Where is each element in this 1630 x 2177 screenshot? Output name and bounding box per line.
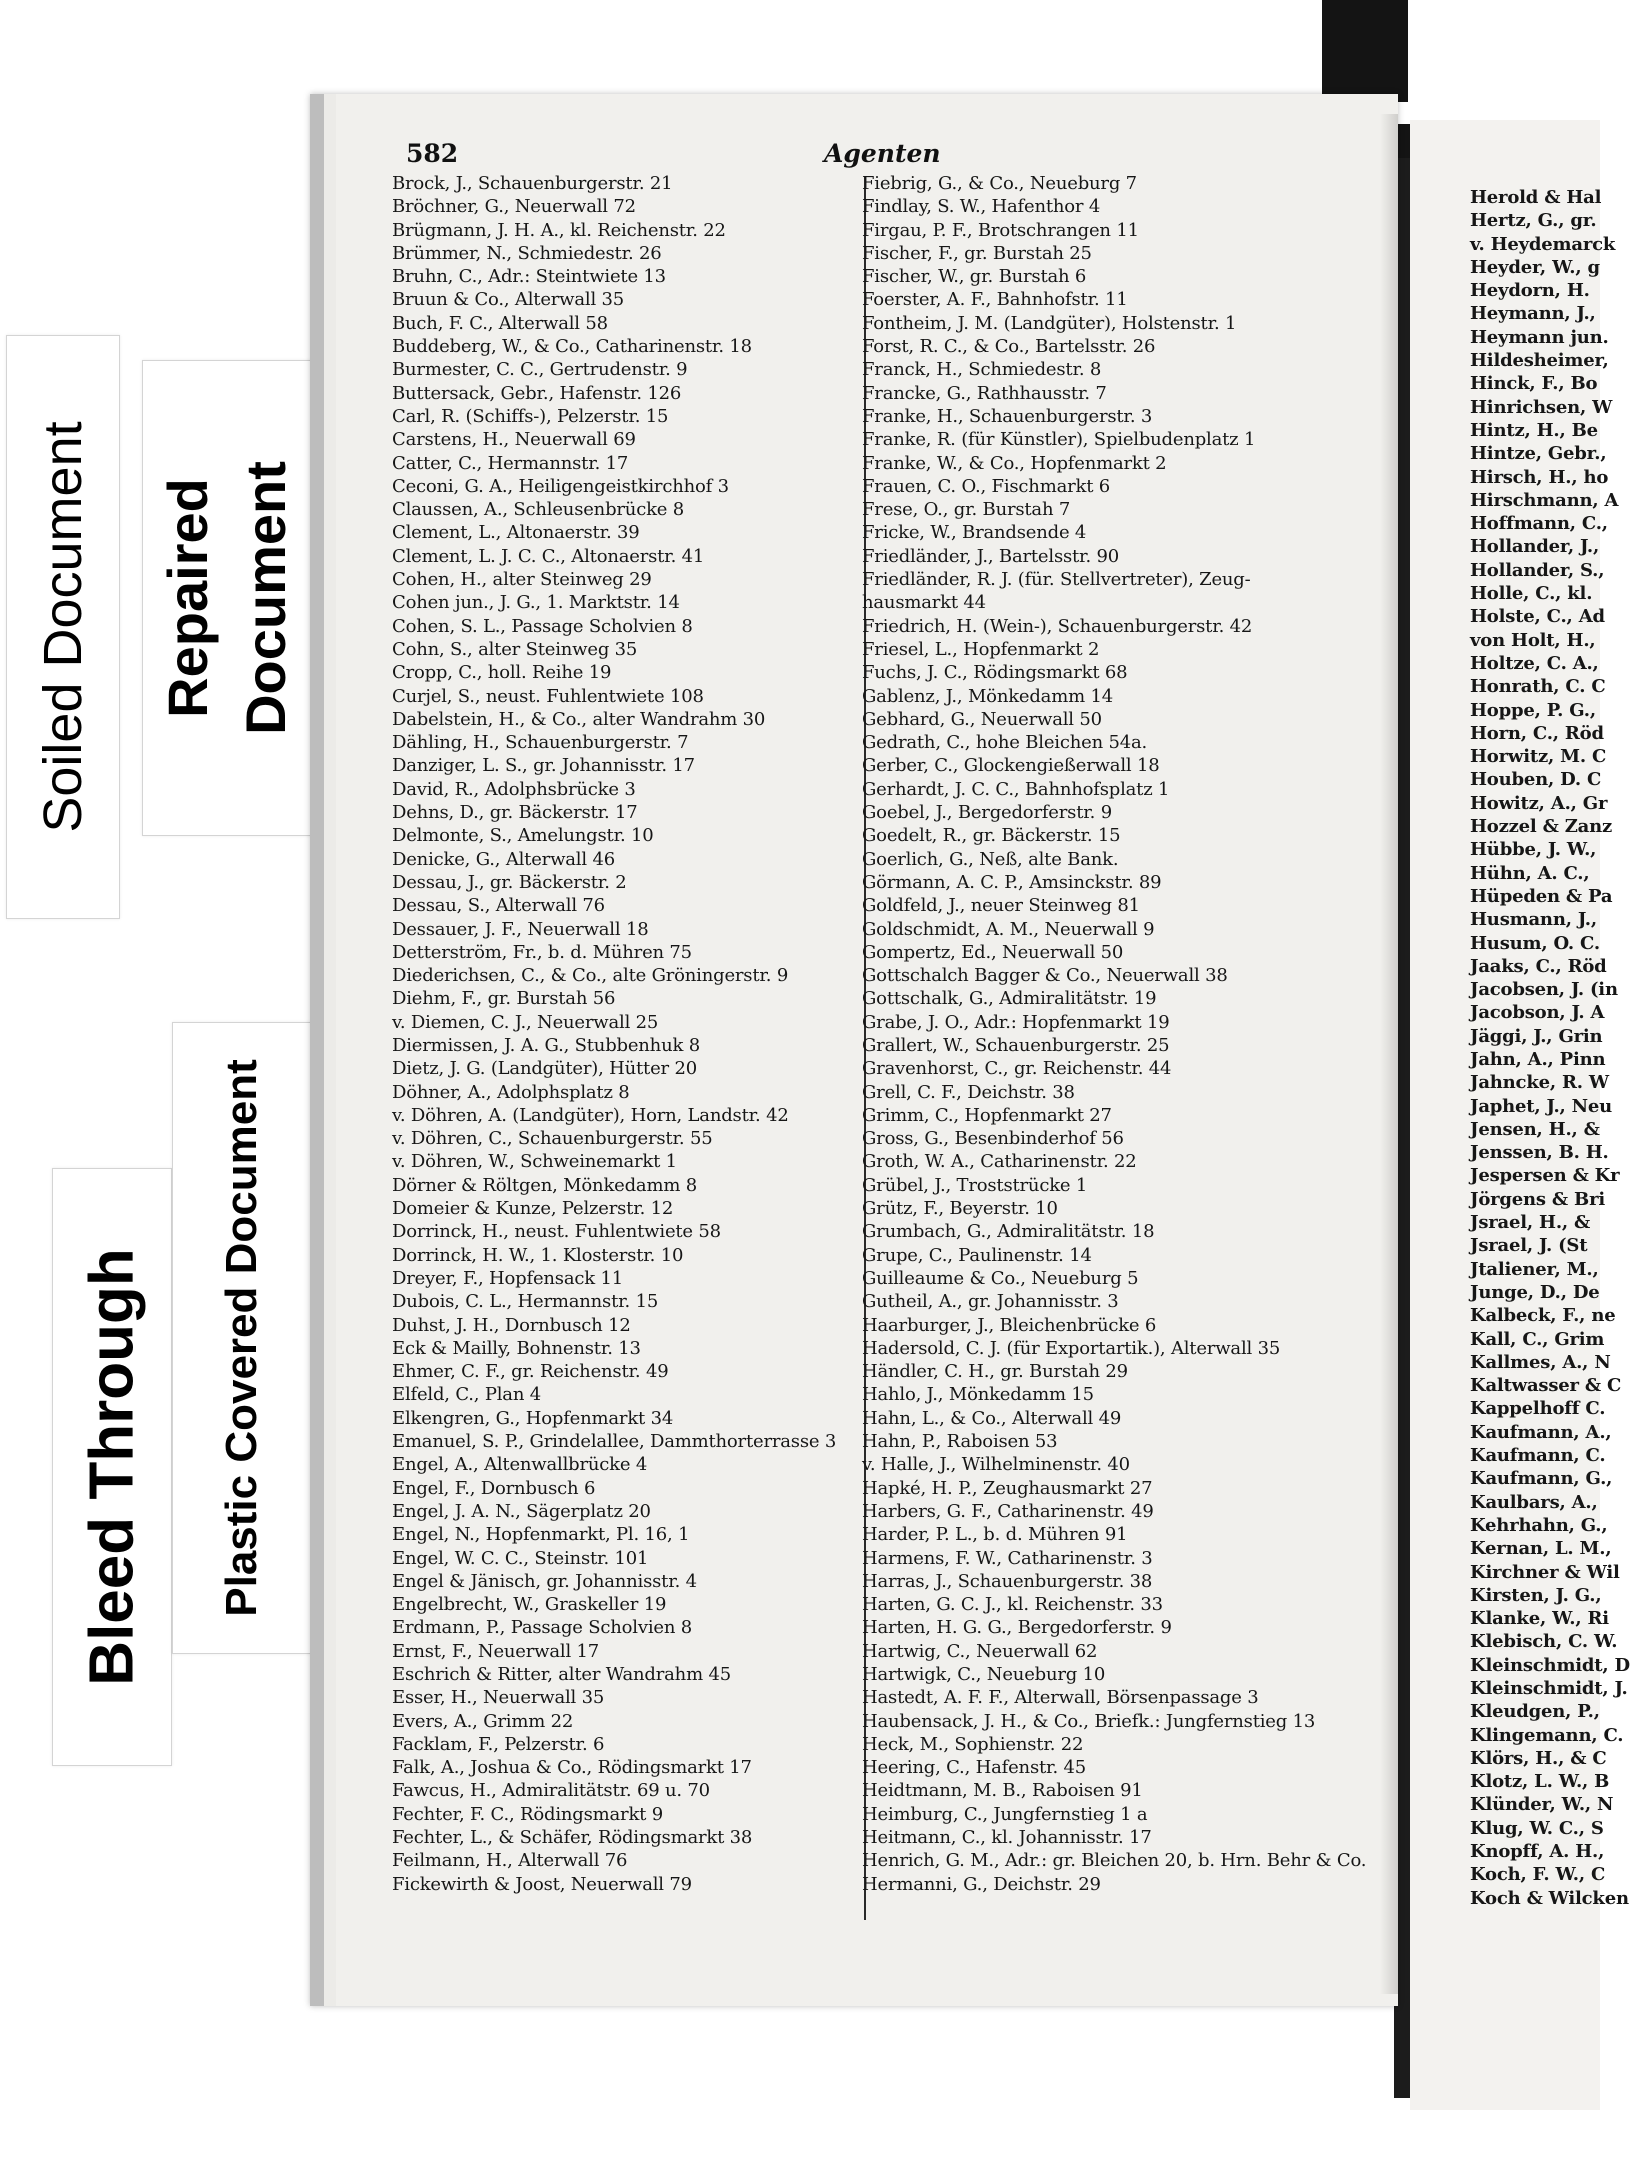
plastic-covered-label-card	[172, 1022, 312, 1654]
directory-entry: Fuchs, J. C., Rödingsmarkt 68	[862, 662, 1128, 684]
directory-entry: Forst, R. C., & Co., Bartelsstr. 26	[862, 336, 1156, 358]
dark-clip-top	[1322, 0, 1408, 102]
directory-entry: Goedelt, R., gr. Bäckerstr. 15	[862, 825, 1121, 847]
directory-entry: Jacobsen, J. (in	[1470, 979, 1618, 1001]
directory-entry: Gutheil, A., gr. Johannisstr. 3	[862, 1291, 1119, 1313]
directory-entry: v. Döhren, A. (Landgüter), Horn, Landstr. 42	[392, 1104, 789, 1126]
directory-entry: Jahncke, R. W	[1470, 1072, 1609, 1094]
directory-entry: Hübbe, J. W.,	[1470, 839, 1597, 861]
directory-entry: Carstens, H., Neuerwall 69	[392, 429, 636, 451]
directory-entry: Klanke, W., Ri	[1470, 1608, 1609, 1630]
directory-entry: v. Döhren, C., Schauenburgerstr. 55	[392, 1128, 713, 1150]
directory-entry: Heyder, W., g	[1470, 256, 1600, 278]
directory-entry: Kalbeck, F., ne	[1470, 1305, 1616, 1327]
directory-entry: Dubois, C. L., Hermannstr. 15	[392, 1291, 659, 1313]
directory-entry: Gottschalk, G., Admiralitätstr. 19	[862, 988, 1157, 1010]
directory-entry: Kirchner & Wil	[1470, 1561, 1620, 1583]
directory-entry: Horwitz, M. C	[1470, 746, 1607, 768]
directory-entry: Goldfeld, J., neuer Steinweg 81	[862, 895, 1140, 917]
soiled-document-label-card	[6, 335, 120, 919]
directory-entry: Friedländer, J., Bartelsstr. 90	[862, 545, 1120, 567]
directory-entry: Erdmann, P., Passage Scholvien 8	[392, 1617, 693, 1639]
directory-entry: Dessauer, J. F., Neuerwall 18	[392, 918, 649, 940]
directory-entry: Hollander, S.,	[1470, 559, 1605, 581]
directory-entry: Clement, L. J. C. C., Altonaerstr. 41	[392, 545, 705, 567]
directory-entry: Dehns, D., gr. Bäckerstr. 17	[392, 802, 638, 824]
repaired-label-line1: Repaired	[156, 478, 219, 718]
directory-entry: Franke, W., & Co., Hopfenmarkt 2	[862, 452, 1167, 474]
directory-entry: Dörner & Röltgen, Mönkedamm 8	[392, 1174, 697, 1196]
directory-entry: Hühn, A. C.,	[1470, 862, 1590, 884]
directory-entry: Fiebrig, G., & Co., Neueburg 7	[862, 173, 1137, 194]
directory-entry: Findlay, S. W., Hafenthor 4	[862, 196, 1101, 218]
directory-entry: Franck, H., Schmiedestr. 8	[862, 359, 1102, 381]
directory-entry: Jacobson, J. A	[1470, 1002, 1605, 1024]
directory-entry: Diederichsen, C., & Co., alte Gröningerstr. 9	[392, 965, 789, 987]
directory-entry: Jensen, H., &	[1470, 1118, 1600, 1140]
directory-entry: Gedrath, C., hohe Bleichen 54a.	[862, 732, 1148, 754]
directory-entry: Facklam, F., Pelzerstr. 6	[392, 1733, 605, 1755]
directory-entry: Engelbrecht, W., Graskeller 19	[392, 1594, 667, 1616]
directory-entry: Hertz, G., gr.	[1470, 210, 1597, 232]
directory-entry: Koch & Wilcken	[1470, 1887, 1629, 1909]
directory-entry: Jtaliener, M.,	[1470, 1258, 1599, 1280]
directory-entry: Honrath, C. C	[1470, 676, 1606, 698]
directory-entry: Hartwig, C., Neuerwall 62	[862, 1640, 1098, 1662]
directory-entry: Bröchner, G., Neuerwall 72	[392, 196, 636, 218]
directory-entry: Grupe, C., Paulinenstr. 14	[862, 1244, 1092, 1266]
directory-entry: Ehmer, C. F., gr. Reichenstr. 49	[392, 1361, 669, 1383]
directory-entry: Danziger, L. S., gr. Johannisstr. 17	[392, 755, 695, 777]
directory-entry: Gross, G., Besenbinderhof 56	[862, 1128, 1124, 1150]
directory-entry: Hahn, P., Raboisen 53	[862, 1431, 1058, 1453]
directory-entry: Hinrichsen, W	[1470, 396, 1613, 418]
directory-entry: Heck, M., Sophienstr. 22	[862, 1733, 1084, 1755]
directory-entry: David, R., Adolphsbrücke 3	[392, 778, 636, 800]
directory-entry: Buddeberg, W., & Co., Catharinenstr. 18	[392, 336, 752, 358]
directory-entry: Franke, R. (für Künstler), Spielbudenplatz 1	[862, 429, 1256, 451]
directory-entry: Goebel, J., Bergedorferstr. 9	[862, 802, 1112, 824]
directory-entry: Haarburger, J., Bleichenbrücke 6	[862, 1314, 1157, 1336]
directory-entry: Husum, O. C.	[1470, 932, 1600, 954]
directory-column-middle	[862, 172, 1390, 1896]
directory-entry: Jsrael, J. (St	[1470, 1235, 1588, 1257]
directory-entry: Harmens, F. W., Catharinenstr. 3	[862, 1547, 1153, 1569]
directory-entry: Harten, G. C. J., kl. Reichenstr. 33	[862, 1594, 1163, 1616]
directory-entry: Hirsch, H., ho	[1470, 466, 1609, 488]
directory-entry: Klotz, L. W., B	[1470, 1771, 1610, 1793]
directory-entry: Frese, O., gr. Burstah 7	[862, 499, 1071, 521]
directory-entry: Cropp, C., holl. Reihe 19	[392, 662, 612, 684]
directory-entry: Gablenz, J., Mönkedamm 14	[862, 685, 1113, 707]
directory-entry: Haubensack, J. H., & Co., Briefk.: Jungfernstieg 13	[862, 1710, 1316, 1732]
directory-entry: Dabelstein, H., & Co., alter Wandrahm 30	[392, 708, 766, 730]
directory-entry: Grumbach, G., Admiralitätstr. 18	[862, 1221, 1155, 1243]
directory-entry: Jörgens & Bri	[1470, 1188, 1605, 1210]
directory-entry: Hoppe, P. G.,	[1470, 699, 1596, 721]
directory-entry: Catter, C., Hermannstr. 17	[392, 452, 629, 474]
directory-entry: Detterström, Fr., b. d. Mühren 75	[392, 941, 692, 963]
directory-entry: Kirsten, J. G.,	[1470, 1584, 1602, 1606]
directory-entry: Kaulbars, A.,	[1470, 1491, 1598, 1513]
directory-entry: Ernst, F., Neuerwall 17	[392, 1640, 600, 1662]
directory-entry: Holle, C., kl.	[1470, 583, 1593, 605]
directory-entry: Engel & Jänisch, gr. Johannisstr. 4	[392, 1570, 697, 1592]
directory-entry: Domeier & Kunze, Pelzerstr. 12	[392, 1198, 674, 1220]
directory-entry: Hozzel & Zanz	[1470, 816, 1613, 838]
directory-entry: Esser, H., Neuerwall 35	[392, 1687, 605, 1709]
directory-entry: Hoffmann, C.,	[1470, 513, 1608, 535]
directory-entry: Harras, J., Schauenburgerstr. 38	[862, 1570, 1153, 1592]
directory-entry: Friesel, L., Hopfenmarkt 2	[862, 638, 1100, 660]
directory-column-left	[392, 172, 862, 1896]
directory-entry: Carl, R. (Schiffs-), Pelzerstr. 15	[392, 405, 669, 427]
directory-entry: Engel, J. A. N., Sägerplatz 20	[392, 1500, 651, 1522]
directory-entry: Denicke, G., Alterwall 46	[392, 848, 615, 870]
directory-entry: Hollander, J.,	[1470, 536, 1600, 558]
directory-entry: Klingemann, C.	[1470, 1724, 1624, 1746]
directory-entry: Groth, W. A., Catharinenstr. 22	[862, 1151, 1137, 1173]
directory-entry: Engel, A., Altenwallbrücke 4	[392, 1454, 648, 1476]
directory-entry: Hintze, Gebr.,	[1470, 443, 1607, 465]
directory-entry: Jahn, A., Pinn	[1470, 1048, 1606, 1070]
directory-entry: Klug, W. C., S	[1470, 1817, 1604, 1839]
directory-entry: Fontheim, J. M. (Landgüter), Holstenstr. 1	[862, 312, 1237, 334]
directory-entry: Hahlo, J., Mönkedamm 15	[862, 1384, 1094, 1406]
directory-entry: Dessau, S., Alterwall 76	[392, 895, 605, 917]
repaired-label-line2: Document	[234, 461, 297, 735]
directory-entry: Jenssen, B. H.	[1470, 1142, 1609, 1164]
directory-entry: Gravenhorst, C., gr. Reichenstr. 44	[862, 1058, 1172, 1080]
directory-entry: Heymann, J.,	[1470, 303, 1596, 325]
directory-entry: Grimm, C., Hopfenmarkt 27	[862, 1104, 1112, 1126]
directory-entry: Henrich, G. M., Adr.: gr. Bleichen 20, b. Hrn. Behr & Co.	[862, 1850, 1367, 1872]
directory-entry: Jaaks, C., Röd	[1470, 955, 1607, 977]
directory-entry: Elfeld, C., Plan 4	[392, 1384, 541, 1406]
directory-entry: Knopff, A. H.,	[1470, 1841, 1605, 1863]
directory-entry: Görmann, A. C. P., Amsinckstr. 89	[862, 871, 1162, 893]
directory-entry: Klörs, H., & C	[1470, 1747, 1607, 1769]
directory-entry: Gerhardt, J. C. C., Bahnhofsplatz 1	[862, 778, 1170, 800]
directory-entry: Dorrinck, H., neust. Fuhlentwiete 58	[392, 1221, 721, 1243]
directory-entry: Buttersack, Gebr., Hafenstr. 126	[392, 382, 682, 404]
directory-entry: Husmann, J.,	[1470, 909, 1597, 931]
directory-entry: Clement, L., Altonaerstr. 39	[392, 522, 640, 544]
directory-entry: Fickewirth & Joost, Neuerwall 79	[392, 1873, 692, 1895]
directory-entry: Hermanni, G., Deichstr. 29	[862, 1873, 1101, 1895]
directory-entry: Heidtmann, M. B., Raboisen 91	[862, 1780, 1143, 1802]
directory-entry: Kaufmann, C.	[1470, 1445, 1606, 1467]
directory-entry: Grübel, J., Troststrücke 1	[862, 1174, 1088, 1196]
directory-entry: Harder, P. L., b. d. Mühren 91	[862, 1524, 1128, 1546]
directory-entry: Engel, W. C. C., Steinstr. 101	[392, 1547, 649, 1569]
directory-entry: Brügmann, J. H. A., kl. Reichenstr. 22	[392, 219, 726, 241]
directory-entry: Grallert, W., Schauenburgerstr. 25	[862, 1034, 1170, 1056]
directory-entry: v. Diemen, C. J., Neuerwall 25	[392, 1011, 659, 1033]
directory-entry: Francke, G., Rathhausstr. 7	[862, 382, 1107, 404]
directory-entry: Dietz, J. G. (Landgüter), Hütter 20	[392, 1058, 697, 1080]
directory-entry: Fischer, W., gr. Burstah 6	[862, 266, 1087, 288]
directory-entry: Kaltwasser & C	[1470, 1375, 1622, 1397]
directory-entry: Goerlich, G., Neß, alte Bank.	[862, 848, 1119, 870]
directory-entry: Fricke, W., Brandsende 4	[862, 522, 1087, 544]
directory-entry: Kehrhahn, G.,	[1470, 1514, 1608, 1536]
directory-entry: Emanuel, S. P., Grindelallee, Dammthorterrasse 3	[392, 1431, 837, 1453]
plastic-covered-label: Plastic Covered Document	[217, 1059, 266, 1617]
directory-entry: Heitmann, C., kl. Johannisstr. 17	[862, 1827, 1152, 1849]
directory-entry: v. Halle, J., Wilhelminenstr. 40	[862, 1454, 1130, 1476]
directory-entry: Evers, A., Grimm 22	[392, 1710, 574, 1732]
directory-entry: Claussen, A., Schleusenbrücke 8	[392, 499, 685, 521]
directory-entry: Kappelhoff C.	[1470, 1398, 1606, 1420]
directory-entry: Feilmann, H., Alterwall 76	[392, 1850, 628, 1872]
directory-entry: Dähling, H., Schauenburgerstr. 7	[392, 732, 689, 754]
directory-entry: Curjel, S., neust. Fuhlentwiete 108	[392, 685, 704, 707]
directory-entry: Eschrich & Ritter, alter Wandrahm 45	[392, 1664, 731, 1685]
directory-entry: Frauen, C. O., Fischmarkt 6	[862, 475, 1111, 497]
directory-entry: Hapké, H. P., Zeughausmarkt 27	[862, 1477, 1153, 1499]
directory-entry: Goldschmidt, A. M., Neuerwall 9	[862, 918, 1155, 940]
directory-entry: Delmonte, S., Amelungstr. 10	[392, 825, 654, 847]
directory-entry: Heydorn, H.	[1470, 280, 1590, 302]
directory-entry: Hüpeden & Pa	[1470, 885, 1613, 907]
directory-entry: Händler, C. H., gr. Burstah 29	[862, 1361, 1128, 1383]
directory-entry: Diermissen, J. A. G., Stubbenhuk 8	[392, 1034, 700, 1056]
directory-entry: Kall, C., Grim	[1470, 1328, 1605, 1350]
directory-entry: Friedrich, H. (Wein-), Schauenburgerstr. 42	[862, 615, 1253, 637]
directory-entry: Cohen, S. L., Passage Scholvien 8	[392, 615, 693, 637]
directory-entry: Fechter, L., & Schäfer, Rödingsmarkt 38	[392, 1827, 753, 1849]
directory-entry: Ceconi, G. A., Heiligengeistkirchhof 3	[392, 475, 729, 497]
directory-entry: Kleinschmidt, D	[1470, 1654, 1630, 1676]
directory-entry: Japhet, J., Neu	[1470, 1095, 1613, 1117]
directory-entry: Cohn, S., alter Steinweg 35	[392, 638, 638, 660]
directory-entry: Kallmes, A., N	[1470, 1351, 1611, 1373]
directory-entry: Jsrael, H., &	[1470, 1212, 1591, 1234]
directory-entry: Hintz, H., Be	[1470, 419, 1598, 441]
directory-entry: Fischer, F., gr. Burstah 25	[862, 242, 1092, 264]
directory-entry: Klebisch, C. W.	[1470, 1631, 1618, 1653]
directory-entry: Döhner, A., Adolphsplatz 8	[392, 1081, 630, 1103]
directory-entry: Hinck, F., Bo	[1470, 373, 1598, 395]
directory-entry: Burmester, C. C., Gertrudenstr. 9	[392, 359, 688, 381]
directory-entry: Hartwigk, C., Neueburg 10	[862, 1664, 1106, 1685]
directory-entry: Heering, C., Hafenstr. 45	[862, 1757, 1086, 1779]
directory-entry: Houben, D. C	[1470, 769, 1602, 791]
directory-entry: Dreyer, F., Hopfensack 11	[392, 1267, 623, 1289]
directory-entry: Koch, F. W., C	[1470, 1864, 1606, 1886]
directory-entry: Harten, H. G. G., Bergedorferstr. 9	[862, 1617, 1172, 1639]
directory-entry: Grütz, F., Beyerstr. 10	[862, 1198, 1058, 1220]
directory-entry: Buch, F. C., Alterwall 58	[392, 312, 608, 334]
directory-entry: Cohen jun., J. G., 1. Marktstr. 14	[392, 592, 680, 614]
directory-entry: Dorrinck, H. W., 1. Klosterstr. 10	[392, 1244, 684, 1266]
directory-entry: Horn, C., Röd	[1470, 722, 1604, 744]
directory-entry: Klünder, W., N	[1470, 1794, 1614, 1816]
soiled-document-label: Soiled Document	[33, 421, 93, 833]
bleed-through-label: Bleed Through	[77, 1248, 147, 1686]
directory-entry: Elkengren, G., Hopfenmarkt 34	[392, 1407, 674, 1429]
directory-entry: v. Döhren, W., Schweinemarkt 1	[392, 1151, 677, 1173]
directory-entry: Firgau, P. F., Brotschrangen 11	[862, 219, 1139, 241]
directory-entry: Hastedt, A. F. F., Alterwall, Börsenpassage 3	[862, 1687, 1259, 1709]
directory-entry: v. Heydemarck	[1470, 233, 1616, 255]
directory-entry: Eck & Mailly, Bohnenstr. 13	[392, 1337, 641, 1359]
page-heading: Agenten	[824, 139, 941, 168]
directory-entry: Gompertz, Ed., Neuerwall 50	[862, 941, 1124, 963]
directory-entry: Hildesheimer,	[1470, 350, 1609, 372]
repaired-document-label	[149, 461, 305, 735]
directory-entry: Grabe, J. O., Adr.: Hopfenmarkt 19	[862, 1011, 1170, 1033]
directory-entry: Kaufmann, G.,	[1470, 1468, 1613, 1490]
directory-entry: hausmarkt 44	[862, 592, 986, 614]
directory-entry: Heimburg, C., Jungfernstieg 1 a	[862, 1803, 1148, 1825]
directory-entry: Howitz, A., Gr	[1470, 792, 1608, 814]
directory-entry: Franke, H., Schauenburgerstr. 3	[862, 405, 1153, 427]
directory-entry: Bruhn, C., Adr.: Steintwiete 13	[392, 266, 666, 288]
directory-entry: von Holt, H.,	[1470, 629, 1596, 651]
directory-entry: Guilleaume & Co., Neueburg 5	[862, 1267, 1139, 1289]
directory-column-right	[1470, 186, 1630, 1910]
directory-entry: Gebhard, G., Neuerwall 50	[862, 708, 1102, 730]
directory-entry: Duhst, J. H., Dornbusch 12	[392, 1314, 631, 1336]
directory-entry: Diehm, F., gr. Burstah 56	[392, 988, 616, 1010]
directory-entry: Dessau, J., gr. Bäckerstr. 2	[392, 871, 627, 893]
directory-entry: Jäggi, J., Grin	[1470, 1025, 1603, 1047]
directory-entry: Kleudgen, P.,	[1470, 1701, 1600, 1723]
directory-entry: Bruun & Co., Alterwall 35	[392, 289, 625, 311]
directory-entry: Kernan, L. M.,	[1470, 1538, 1612, 1560]
directory-entry: Hadersold, C. J. (für Exportartik.), Alterwall 35	[862, 1337, 1281, 1359]
directory-entry: Fechter, F. C., Rödingsmarkt 9	[392, 1803, 663, 1825]
directory-entry: Kaufmann, A.,	[1470, 1421, 1612, 1443]
directory-entry: Brümmer, N., Schmiedestr. 26	[392, 242, 662, 264]
directory-entry: Kleinschmidt, J.	[1470, 1678, 1628, 1699]
directory-entry: Brock, J., Schauenburgerstr. 21	[392, 173, 673, 194]
directory-entry: Friedländer, R. J. (für. Stellvertreter), Zeug-	[862, 569, 1251, 591]
directory-entry: Holtze, C. A.,	[1470, 652, 1599, 674]
directory-entry: Jespersen & Kr	[1470, 1165, 1620, 1187]
directory-entry: Fawcus, H., Admiralitätstr. 69 u. 70	[392, 1780, 710, 1802]
directory-entry: Holste, C., Ad	[1470, 606, 1605, 628]
directory-entry: Harbers, G. F., Catharinenstr. 49	[862, 1500, 1154, 1522]
directory-entry: Grell, C. F., Deichstr. 38	[862, 1081, 1075, 1103]
directory-entry: Herold & Hal	[1470, 187, 1602, 208]
directory-entry: Engel, F., Dornbusch 6	[392, 1477, 596, 1499]
directory-entry: Foerster, A. F., Bahnhofstr. 11	[862, 289, 1128, 311]
page-number: 582	[406, 139, 459, 168]
bleed-through-label-card	[52, 1168, 172, 1766]
directory-entry: Junge, D., De	[1470, 1281, 1600, 1303]
directory-entry: Gerber, C., Glockengießerwall 18	[862, 755, 1160, 777]
directory-entry: Engel, N., Hopfenmarkt, Pl. 16, 1	[392, 1524, 690, 1546]
repaired-document-label-card	[142, 360, 312, 836]
directory-entry: Heymann jun.	[1470, 326, 1609, 348]
directory-entry: Gottschalch Bagger & Co., Neuerwall 38	[862, 965, 1228, 987]
directory-entry: Hirschmann, A	[1470, 489, 1619, 511]
directory-entry: Hahn, L., & Co., Alterwall 49	[862, 1407, 1122, 1429]
directory-entry: Falk, A., Joshua & Co., Rödingsmarkt 17	[392, 1757, 752, 1779]
directory-entry: Cohen, H., alter Steinweg 29	[392, 569, 652, 591]
